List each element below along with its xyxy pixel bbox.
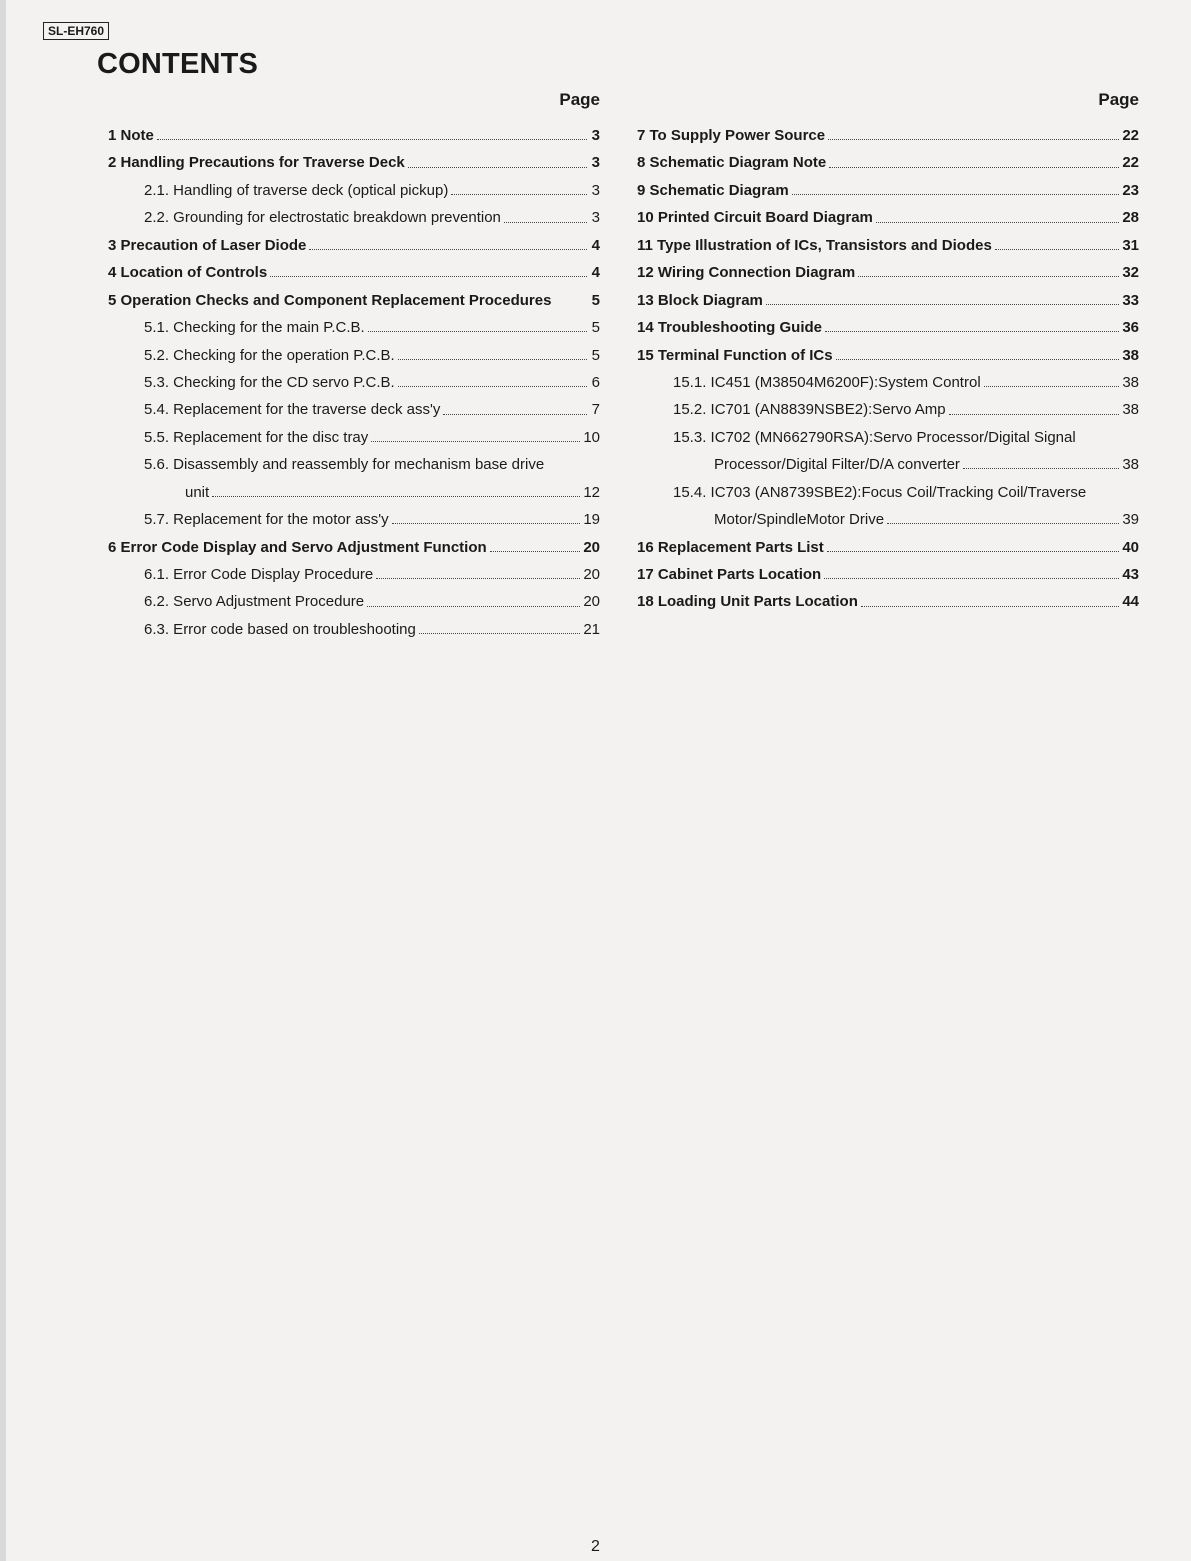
contents-left-column — [108, 88, 600, 643]
toc-entry-label: 5.6. Disassembly and reassembly for mechanism base drive — [144, 456, 545, 474]
toc-entry-label: 18 Loading Unit Parts Location — [637, 593, 858, 611]
dot-leader — [398, 386, 587, 387]
toc-entry-page: 32 — [1122, 264, 1139, 282]
toc-entry — [637, 369, 1139, 396]
toc-entry — [108, 149, 600, 176]
toc-entry-label: 15.4. IC703 (AN8739SBE2):Focus Coil/Tracking Coil/Traverse — [673, 483, 1087, 501]
page-column-header: Page — [559, 90, 600, 109]
toc-entry-page: 3 — [591, 209, 600, 227]
toc-entry-label: Processor/Digital Filter/D/A converter — [714, 456, 960, 474]
toc-entry-page: 6 — [591, 373, 600, 391]
toc-entry-label: 5 Operation Checks and Component Replacement Procedures — [108, 291, 552, 309]
toc-entry-label: 5.4. Replacement for the traverse deck ass'y — [144, 401, 441, 419]
toc-entry-page: 43 — [1122, 566, 1139, 583]
toc-entry-label: Motor/SpindleMotor Drive — [714, 511, 885, 529]
toc-entry-label: 17 Cabinet Parts Location — [637, 566, 822, 583]
toc-entry-page: 22 — [1122, 127, 1139, 144]
dot-leader — [392, 523, 581, 524]
dot-leader — [827, 551, 1120, 552]
toc-entry — [108, 506, 600, 533]
toc-entry — [637, 424, 1139, 451]
dot-leader — [825, 331, 1119, 332]
toc-entry-page: 5 — [591, 319, 600, 337]
toc-entry — [637, 204, 1139, 231]
dot-leader — [443, 414, 587, 415]
dot-leader — [270, 276, 587, 277]
toc-entry-page: 44 — [1122, 593, 1139, 611]
toc-entry-page: 28 — [1122, 209, 1139, 227]
toc-entry-label: 2 Handling Precautions for Traverse Deck — [108, 154, 405, 172]
toc-entry — [637, 451, 1139, 478]
toc-entry-label: 15.2. IC701 (AN8839NSBE2):Servo Amp — [673, 401, 946, 419]
toc-entry-label: 2.1. Handling of traverse deck (optical pickup) — [144, 181, 449, 199]
toc-entry-label: 14 Troubleshooting Guide — [637, 319, 823, 337]
dot-leader — [828, 139, 1119, 140]
toc-entry — [108, 479, 600, 506]
toc-entry — [108, 616, 600, 643]
dot-leader — [212, 496, 580, 497]
toc-entry-page: 12 — [583, 483, 600, 501]
dot-leader — [766, 304, 1119, 305]
page-column-header: Page — [1098, 90, 1139, 109]
toc-entry-page: 39 — [1122, 511, 1139, 529]
toc-entry — [637, 314, 1139, 341]
dot-leader — [451, 194, 587, 195]
toc-entry — [108, 177, 600, 204]
toc-entry — [637, 259, 1139, 286]
toc-entry-page: 31 — [1122, 236, 1139, 254]
toc-entry — [108, 232, 600, 259]
toc-entry-page: 4 — [591, 236, 600, 254]
toc-entry-page: 22 — [1122, 154, 1139, 172]
toc-entry-page: 20 — [583, 593, 600, 611]
toc-list-left — [108, 122, 600, 643]
dot-leader — [398, 359, 587, 360]
toc-entry — [637, 232, 1139, 259]
toc-entry — [108, 122, 600, 149]
toc-entry-label: 6 Error Code Display and Servo Adjustment Function — [108, 538, 487, 556]
page-number: 2 — [591, 1538, 600, 1555]
toc-entry-label: 16 Replacement Parts List — [637, 538, 824, 556]
dot-leader — [371, 441, 580, 442]
toc-entry-page: 23 — [1122, 181, 1139, 199]
toc-entry-page: 4 — [591, 264, 600, 282]
dot-leader — [861, 606, 1119, 607]
dot-leader — [984, 386, 1120, 387]
toc-entry-page: 5 — [591, 291, 600, 309]
toc-entry — [108, 588, 600, 615]
dot-leader — [829, 167, 1119, 168]
dot-leader — [367, 606, 580, 607]
toc-entry-label: 11 Type Illustration of ICs, Transistors and Diodes — [637, 236, 992, 254]
dot-leader — [963, 468, 1119, 469]
toc-entry-label: 5.2. Checking for the operation P.C.B. — [144, 346, 395, 364]
toc-entry-page: 38 — [1122, 346, 1139, 364]
page-title: CONTENTS — [97, 48, 259, 80]
toc-list-right — [637, 122, 1139, 616]
toc-entry-label: 5.7. Replacement for the motor ass'y — [144, 511, 389, 529]
dot-leader — [309, 249, 587, 250]
toc-entry-page: 36 — [1122, 319, 1139, 337]
toc-entry-page: 7 — [591, 401, 600, 419]
toc-entry-page: 20 — [583, 538, 600, 556]
toc-entry-page: 5 — [591, 346, 600, 364]
toc-entry — [108, 396, 600, 423]
toc-entry-page: 38 — [1122, 373, 1139, 391]
toc-entry-label: 15.3. IC702 (MN662790RSA):Servo Processor/Digital Signal — [673, 428, 1076, 446]
toc-entry-label: 12 Wiring Connection Diagram — [637, 264, 856, 282]
toc-entry-page: 3 — [591, 154, 600, 172]
toc-entry — [637, 561, 1139, 588]
toc-entry — [108, 369, 600, 396]
toc-entry — [108, 287, 600, 314]
page-edge — [0, 0, 6, 1561]
toc-entry-label: 8 Schematic Diagram Note — [637, 154, 827, 172]
toc-entry-page: 33 — [1122, 291, 1139, 309]
toc-entry — [637, 396, 1139, 423]
toc-entry-label: 5.3. Checking for the CD servo P.C.B. — [144, 373, 395, 391]
toc-entry-label: 4 Location of Controls — [108, 264, 268, 282]
toc-entry — [108, 424, 600, 451]
dot-leader — [368, 331, 587, 332]
dot-leader — [419, 633, 580, 634]
dot-leader — [824, 578, 1119, 579]
model-tag: SL-EH760 — [43, 22, 109, 40]
dot-leader — [995, 249, 1120, 250]
toc-entry-page: 10 — [583, 428, 600, 446]
toc-entry-page: 21 — [583, 620, 600, 638]
dot-leader — [836, 359, 1120, 360]
toc-entry — [637, 342, 1139, 369]
toc-entry-label: 7 To Supply Power Source — [637, 127, 826, 144]
dot-leader — [157, 139, 587, 140]
toc-entry-label: 3 Precaution of Laser Diode — [108, 236, 307, 254]
toc-entry — [637, 506, 1139, 533]
contents-right-column — [637, 88, 1139, 616]
toc-entry-label: 2.2. Grounding for electrostatic breakdown prevention — [144, 209, 501, 227]
toc-entry-page: 3 — [591, 127, 600, 144]
toc-entry — [108, 534, 600, 561]
toc-entry-page: 40 — [1122, 538, 1139, 556]
toc-entry-label: 5.1. Checking for the main P.C.B. — [144, 319, 365, 337]
toc-entry-label: 9 Schematic Diagram — [637, 181, 789, 199]
toc-entry — [108, 204, 600, 231]
toc-entry-label: 6.2. Servo Adjustment Procedure — [144, 593, 365, 611]
toc-entry — [108, 314, 600, 341]
toc-entry-label: unit — [185, 483, 210, 501]
toc-entry-page: 3 — [591, 181, 600, 199]
dot-leader — [887, 523, 1119, 524]
toc-entry — [637, 479, 1139, 506]
dot-leader — [876, 222, 1119, 223]
dot-leader — [504, 222, 587, 223]
toc-entry — [637, 588, 1139, 615]
toc-entry — [108, 259, 600, 286]
toc-entry-label: 10 Printed Circuit Board Diagram — [637, 209, 873, 227]
toc-entry-page: 38 — [1122, 401, 1139, 419]
toc-entry-label: 6.3. Error code based on troubleshooting — [144, 620, 416, 638]
dot-leader — [792, 194, 1120, 195]
toc-entry — [637, 122, 1139, 149]
dot-leader — [490, 551, 581, 552]
toc-entry-page: 19 — [583, 511, 600, 529]
dot-leader — [858, 276, 1119, 277]
toc-entry-label: 5.5. Replacement for the disc tray — [144, 428, 369, 446]
toc-entry — [108, 561, 600, 588]
toc-entry — [108, 342, 600, 369]
dot-leader — [949, 414, 1120, 415]
toc-entry — [637, 177, 1139, 204]
toc-entry-label: 15 Terminal Function of ICs — [637, 346, 833, 364]
toc-entry — [637, 287, 1139, 314]
toc-entry-label: 6.1. Error Code Display Procedure — [144, 566, 374, 583]
toc-entry-page: 20 — [583, 566, 600, 583]
dot-leader — [376, 578, 580, 579]
toc-entry-label: 13 Block Diagram — [637, 291, 763, 309]
toc-entry — [637, 149, 1139, 176]
toc-entry — [108, 451, 600, 478]
dot-leader — [408, 167, 587, 168]
toc-entry — [637, 534, 1139, 561]
toc-entry-page: 38 — [1122, 456, 1139, 474]
toc-entry-label: 1 Note — [108, 127, 154, 144]
toc-entry-label: 15.1. IC451 (M38504M6200F):System Control — [673, 373, 981, 391]
